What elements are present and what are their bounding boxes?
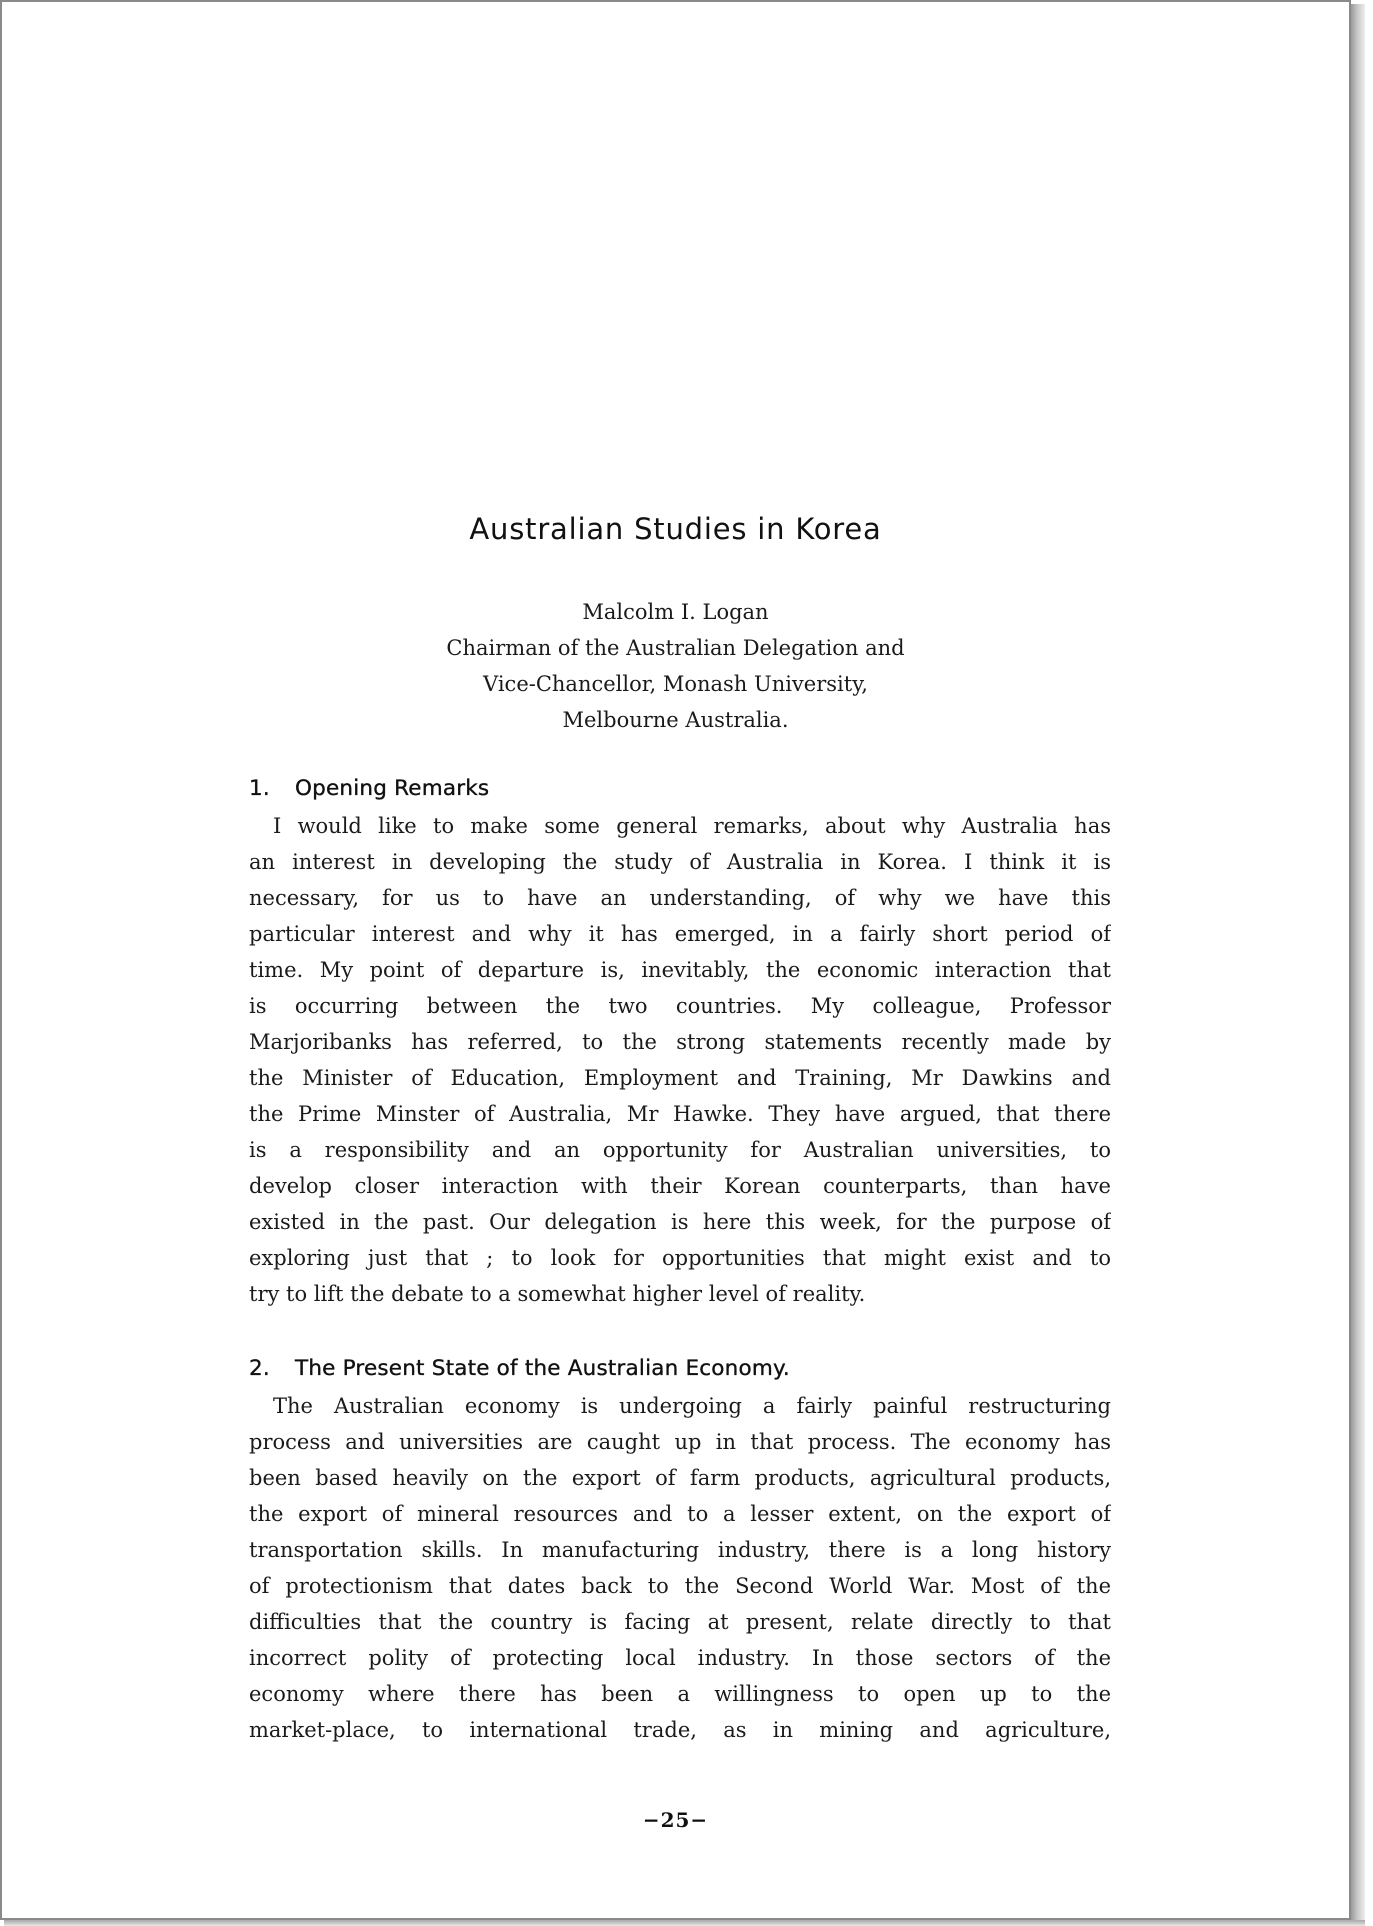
author-location: Melbourne Australia.: [562, 708, 789, 732]
section-number: 1.: [249, 776, 270, 801]
paragraph-line: the Minister of Education, Employment and Training, Mr Dawkins and: [249, 1066, 1111, 1090]
paragraph-line: is occurring between the two countries. My colleague, Professor: [249, 994, 1111, 1018]
page-number: −25−: [642, 1808, 709, 1832]
section-number: 2.: [249, 1356, 270, 1381]
paragraph-line: been based heavily on the export of farm products, agricultural products,: [249, 1466, 1111, 1490]
section-title: The Present State of the Australian Economy.: [295, 1356, 790, 1381]
page-shadow-bottom: [4, 1920, 1365, 1926]
paragraph-line: the Prime Minster of Australia, Mr Hawke. They have argued, that there: [249, 1102, 1111, 1126]
paragraph-line: time. My point of departure is, inevitably, the economic interaction that: [249, 958, 1111, 982]
section-paragraph-australian-economy: [249, 1388, 1111, 1748]
paragraph-line: existed in the past. Our delegation is here this week, for the purpose of: [249, 1210, 1111, 1234]
paragraph-line: market-place, to international trade, as in mining and agriculture,: [249, 1718, 1111, 1742]
paragraph-line: transportation skills. In manufacturing industry, there is a long history: [249, 1538, 1111, 1562]
paragraph-line: Marjoribanks has referred, to the strong statements recently made by: [249, 1030, 1111, 1054]
page-shadow-right: [1351, 4, 1365, 1924]
paragraph-line: difficulties that the country is facing at present, relate directly to that: [249, 1610, 1111, 1634]
section-heading-australian-economy: [249, 1356, 790, 1381]
paragraph-line: develop closer interaction with their Korean counterparts, than have: [249, 1174, 1111, 1198]
paragraph-line: necessary, for us to have an understanding, of why we have this: [249, 886, 1111, 910]
author-name: Malcolm I. Logan: [582, 600, 769, 624]
paragraph-line: economy where there has been a willingness to open up to the: [249, 1682, 1111, 1706]
paragraph-line: process and universities are caught up in that process. The economy has: [249, 1430, 1111, 1454]
paragraph-line: an interest in developing the study of Australia in Korea. I think it is: [249, 850, 1111, 874]
paragraph-line: The Australian economy is undergoing a fairly painful restructuring: [273, 1394, 1111, 1418]
paragraph-line: I would like to make some general remarks, about why Australia has: [273, 814, 1111, 838]
author-affiliation-line: Vice-Chancellor, Monash University,: [483, 672, 868, 696]
author-block: [2, 594, 1349, 738]
paper-title: Australian Studies in Korea: [469, 512, 882, 546]
paragraph-line: the export of mineral resources and to a lesser extent, on the export of: [249, 1502, 1111, 1526]
section-title: Opening Remarks: [295, 776, 490, 801]
paragraph-line: try to lift the debate to a somewhat higher level of reality.: [249, 1282, 866, 1306]
author-affiliation-line: Chairman of the Australian Delegation and: [446, 636, 905, 660]
section-heading-opening-remarks: [249, 776, 489, 801]
paragraph-line: of protectionism that dates back to the Second World War. Most of the: [249, 1574, 1111, 1598]
paragraph-line: particular interest and why it has emerged, in a fairly short period of: [249, 922, 1111, 946]
section-paragraph-opening-remarks: [249, 808, 1111, 1312]
paragraph-line: exploring just that ; to look for opportunities that might exist and to: [249, 1246, 1111, 1270]
paragraph-line: is a responsibility and an opportunity for Australian universities, to: [249, 1138, 1111, 1162]
paragraph-line: incorrect polity of protecting local industry. In those sectors of the: [249, 1646, 1111, 1670]
